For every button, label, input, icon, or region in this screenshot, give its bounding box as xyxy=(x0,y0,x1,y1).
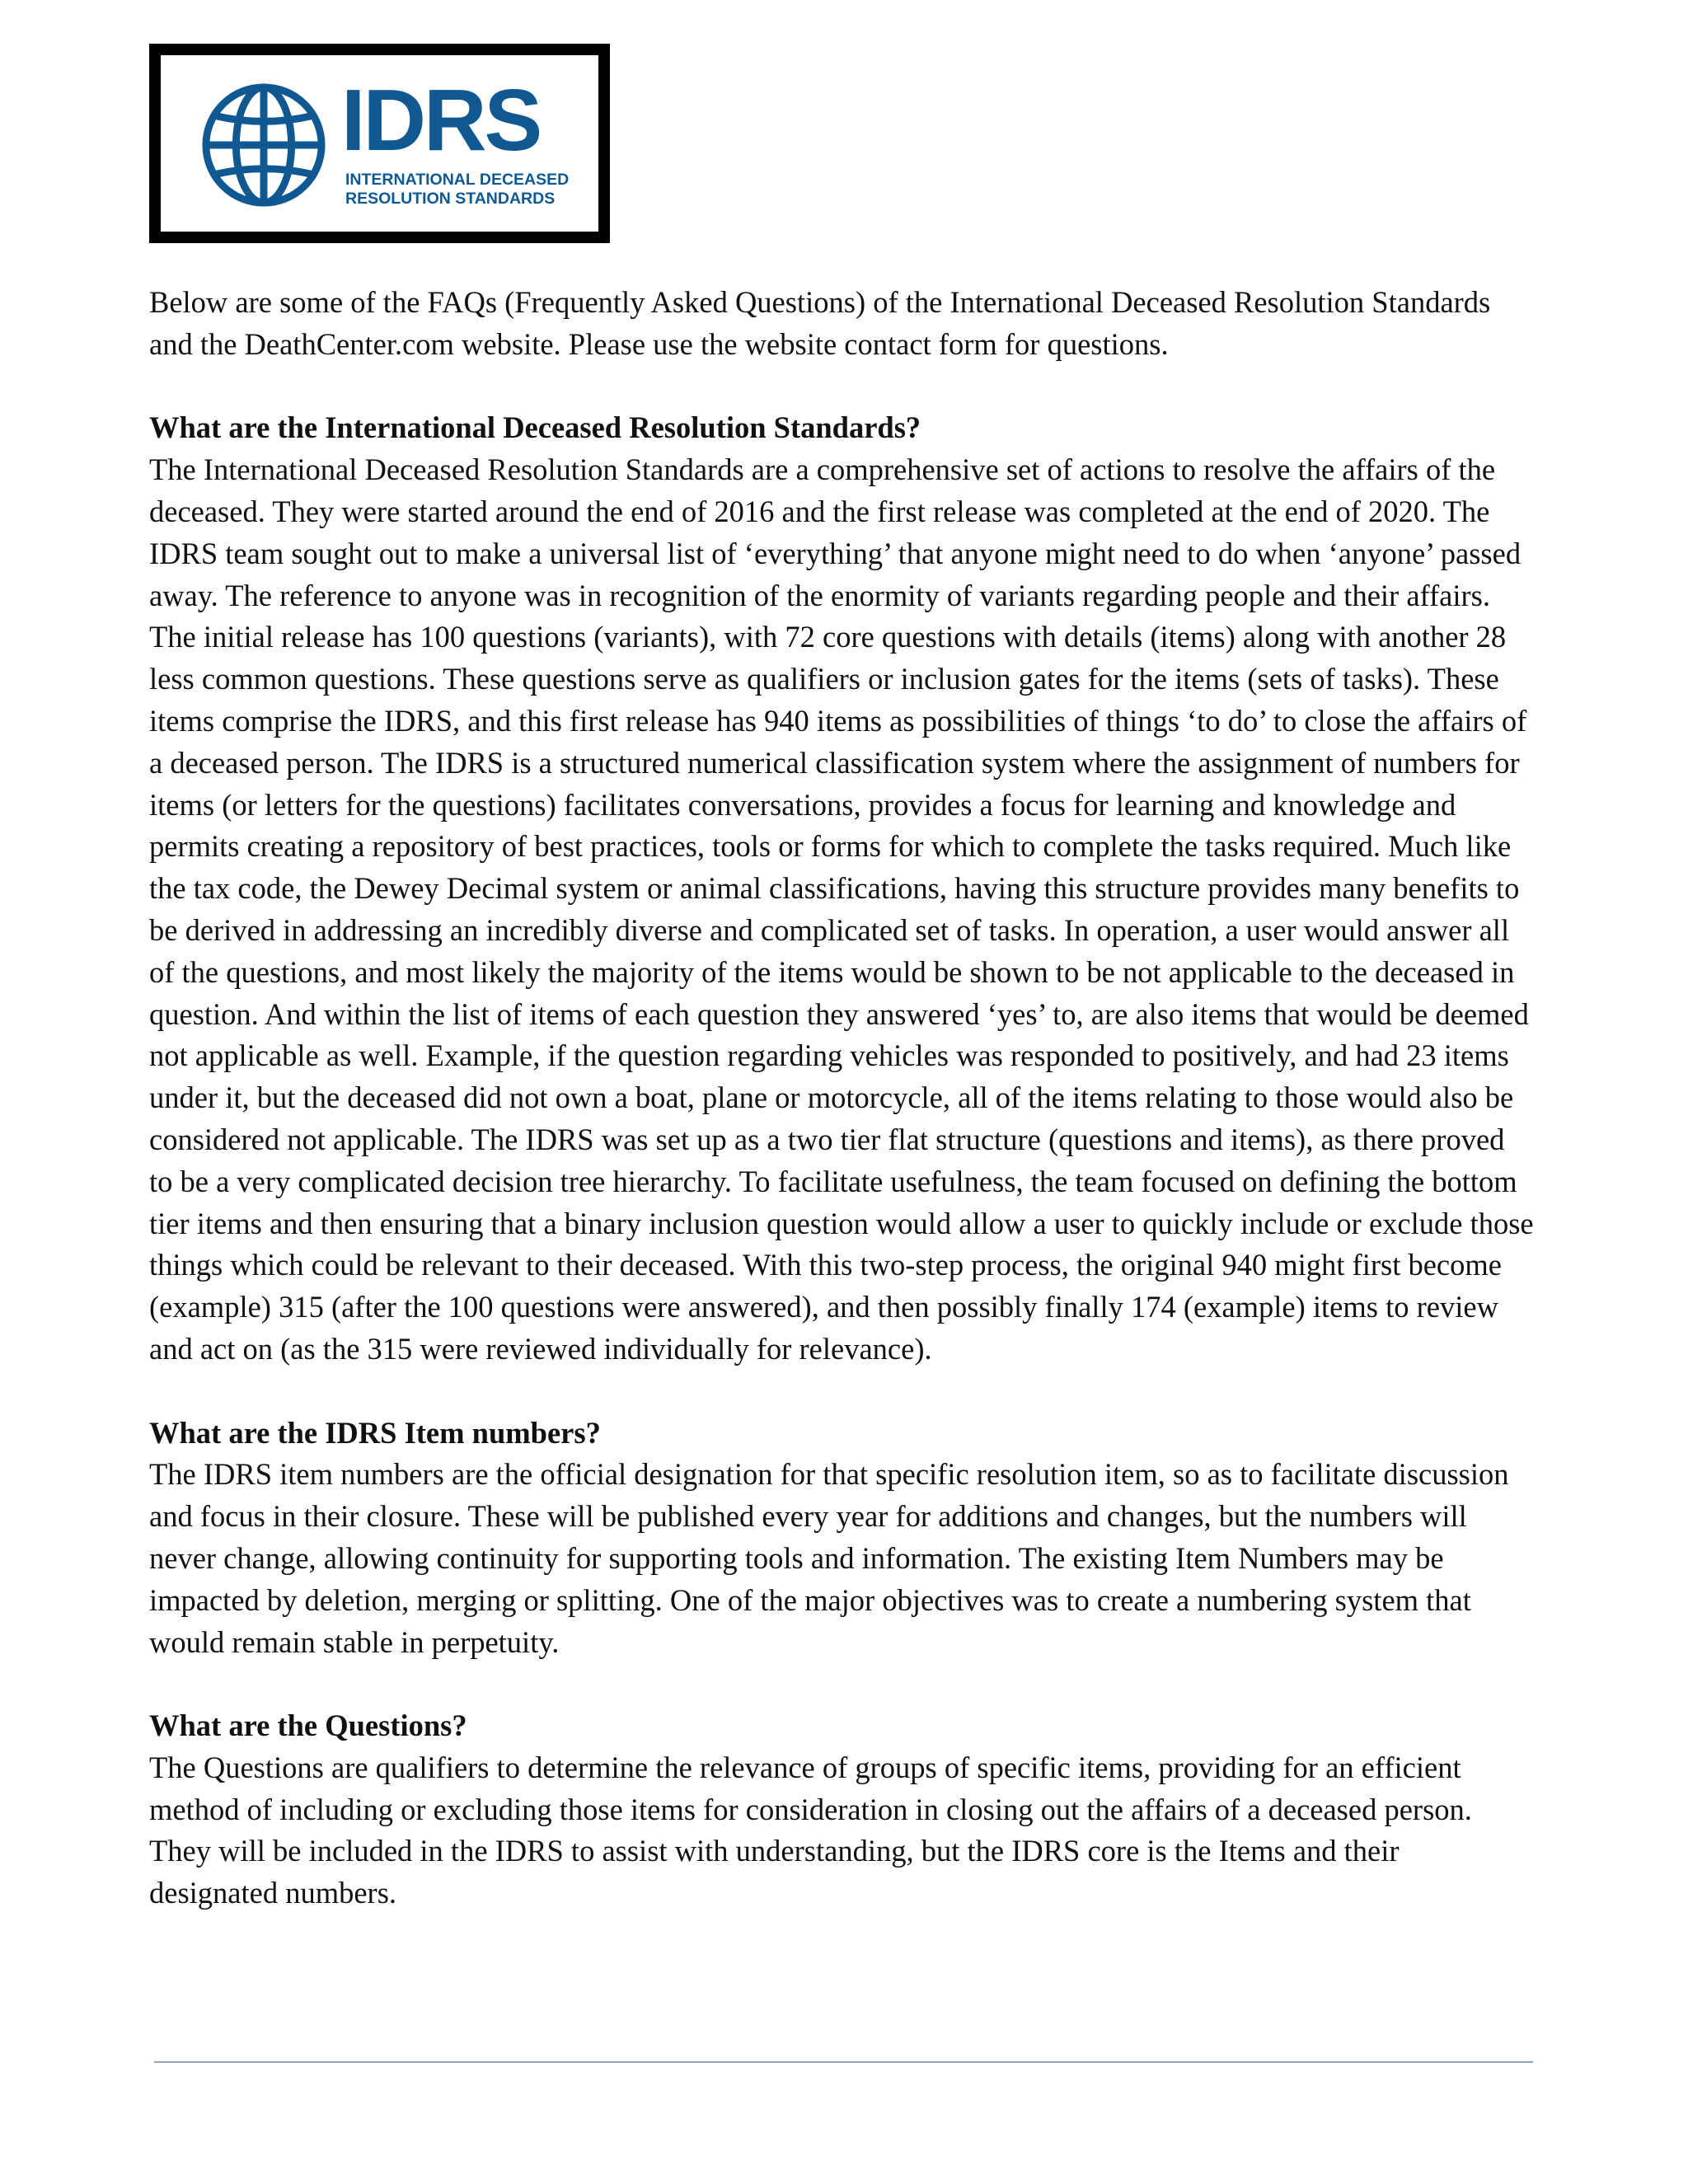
faq-answer: The Questions are qualifiers to determine the relevance of groups of specific items, providing for an efficient method of including or excluding those items for consideration in closing out the affairs of a deceased person. They will be included in the IDRS to assist with understanding, but the IDRS core is the Items and their designated numbers. xyxy=(149,1750,1472,1910)
intro-paragraph: Below are some of the FAQs (Frequently Asked Questions) of the International Deceased Resolution Standards and the DeathCenter.com website. Please use the website contact form for questions. xyxy=(149,285,1491,361)
logo-subtitle-line-1: INTERNATIONAL DECEASED xyxy=(345,171,570,189)
faq-answer: The IDRS item numbers are the official designation for that specific resolution item, so as to facilitate discussion and focus in their closure. These will be published every year for additions and changes, but the numbers will never change, allowing continuity for supporting tools and information. The existing Item Numbers may be impacted by deletion, merging or splitting. One of the major objectives was to create a numbering system that would remain stable in perpetuity. xyxy=(149,1457,1509,1659)
footer-divider xyxy=(154,2061,1533,2063)
logo-subtitle-line-2: RESOLUTION STANDARDS xyxy=(345,190,556,208)
faq-document xyxy=(149,282,1534,1915)
faq-section-idrs xyxy=(149,407,1534,1370)
faq-question: What are the IDRS Item numbers? xyxy=(149,1415,601,1450)
faq-answer: The International Deceased Resolution Standards are a comprehensive set of actions to resolve the affairs of the deceased. They were started around the end of 2016 and the first release was completed at the end of 2020. The IDRS team sought out to make a universal list of ‘everything’ that anyone might need to do when ‘anyone’ passed away. The reference to anyone was in recognition of the enormity of variants regarding people and their affairs. The initial release has 100 questions (variants), with 72 core questions with details (items) along with another 28 less common questions. These questions serve as qualifiers or inclusion gates for the items (sets of tasks). These items comprise the IDRS, and this first release has 940 items as possibilities of things ‘to do’ to close the affairs of a deceased person. The IDRS is a structured numerical classification system where the assignment of numbers for items (or letters for the questions) facilitates conversations, provides a focus for learning and knowledge and permits creating a repository of best practices, tools or forms for which to complete the tasks required. Much like the tax code, the Dewey Decimal system or animal classifications, having this structure provides many benefits to be derived in addressing an incredibly diverse and complicated set of tasks. In operation, a user would answer all of the questions, and most likely the majority of the items would be shown to be not applicable to the deceased in question. And within the list of items of each question they answered ‘yes’ to, are also items that would be deemed not applicable as well. Example, if the question regarding vehicles was responded to positively, and had 23 items under it, but the deceased did not own a boat, plane or motorcycle, all of the items relating to those would also be considered not applicable. The IDRS was set up as a two tier flat structure (questions and items), as there proved to be a very complicated decision tree hierarchy. To facilitate usefulness, the team focused on defining the bottom tier items and then ensuring that a binary inclusion question would allow a user to quickly include or exclude those things which could be relevant to their deceased. With this two-step process, the original 940 might first become (example) 315 (after the 100 questions were answered), and then possibly finally 174 (example) items to review and act on (as the 315 were reviewed individually for relevance). xyxy=(149,452,1534,1366)
logo-subtitle xyxy=(345,171,569,209)
logo-abbreviation: IDRS xyxy=(341,72,541,169)
faq-question: What are the International Deceased Resolution Standards? xyxy=(149,410,921,445)
faq-section-questions xyxy=(149,1705,1534,1915)
globe-icon xyxy=(199,80,329,210)
idrs-logo xyxy=(149,44,610,243)
faq-question: What are the Questions? xyxy=(149,1708,467,1743)
faq-section-item-numbers xyxy=(149,1413,1534,1664)
